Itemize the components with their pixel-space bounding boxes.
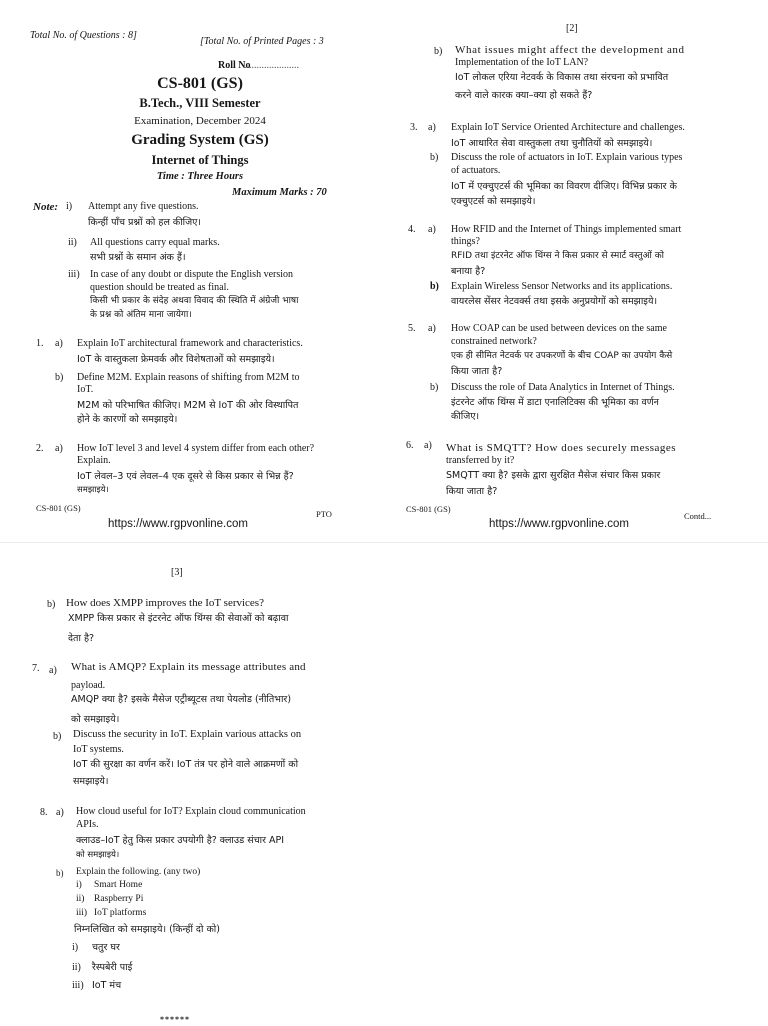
question-text-hindi: SMQTT क्या है? इसके द्वारा सुरक्षित मैसेज संचार किस प्रकार bbox=[446, 470, 661, 481]
question-text-hindi: बनाया है? bbox=[451, 266, 486, 277]
part-label: b) bbox=[55, 372, 64, 383]
question-text-hindi: किया जाता है? bbox=[446, 486, 498, 497]
question-number: 1. bbox=[36, 338, 44, 349]
question-text: Explain Wireless Sensor Networks and its applications. bbox=[451, 281, 673, 292]
question-text-hindi: होने के कारणों को समझाइये। bbox=[77, 414, 178, 425]
note-text-hindi: किसी भी प्रकार के संदेह अथवा विवाद की स्थिति में अंग्रेजी भाषा bbox=[90, 296, 299, 306]
question-text: IoT systems. bbox=[73, 744, 124, 755]
option-num: iii) bbox=[76, 908, 88, 918]
option-text: IoT platforms bbox=[94, 908, 147, 918]
part-label: a) bbox=[49, 665, 57, 676]
question-text: transferred by it? bbox=[446, 455, 515, 466]
question-text: Explain IoT Service Oriented Architecture and challenges. bbox=[451, 122, 685, 133]
note-label: Note: bbox=[33, 201, 59, 213]
note-num: iii) bbox=[68, 269, 80, 280]
part-label: a) bbox=[428, 224, 436, 235]
part-label: a) bbox=[55, 338, 63, 349]
option-text: Smart Home bbox=[94, 880, 143, 890]
total-questions: Total No. of Questions : 8] bbox=[30, 30, 137, 41]
question-text-hindi: IoT आधारित सेवा वास्तुकला तथा चुनौतियों को समझाइये। bbox=[451, 138, 653, 149]
question-text-hindi: समझाइये। bbox=[77, 485, 109, 495]
question-text: How cloud useful for IoT? Explain cloud communication bbox=[76, 806, 306, 817]
footer-code: CS-801 (GS) bbox=[406, 504, 451, 514]
question-text-hindi: देता है? bbox=[68, 633, 95, 644]
option-num: ii) bbox=[76, 894, 85, 904]
roll-no-label: Roll No bbox=[218, 60, 251, 71]
question-text-hindi: निम्नलिखित को समझाइये। (किन्हीं दो को) bbox=[74, 924, 220, 935]
note-text-hindi: सभी प्रश्नों के समान अंक हैं। bbox=[90, 252, 186, 263]
question-text-hindi: समझाइये। bbox=[73, 776, 109, 787]
question-text-hindi: कीजिए। bbox=[451, 411, 480, 422]
question-text: Explain. bbox=[77, 455, 111, 466]
question-text: constrained network? bbox=[451, 336, 537, 347]
question-text: APIs. bbox=[76, 819, 99, 830]
grading-system-title: Grading System (GS) bbox=[131, 132, 269, 148]
note-text: All questions carry equal marks. bbox=[90, 237, 220, 248]
note-text-hindi: किन्हीं पाँच प्रश्नों को हल कीजिए। bbox=[88, 217, 202, 228]
footer-pto: PTO bbox=[316, 509, 332, 519]
question-text: What is SMQTT? How does securely messages bbox=[446, 442, 677, 454]
footer-code: CS-801 (GS) bbox=[36, 503, 81, 513]
note-text: In case of any doubt or dispute the English version bbox=[90, 269, 294, 280]
question-text-hindi: वायरलेस सेंसर नेटवर्क्स तथा इसके अनुप्रयोगों को समझाइये। bbox=[451, 296, 658, 307]
page-number: [2] bbox=[566, 23, 578, 34]
roll-no-field: ...................... bbox=[244, 60, 299, 71]
note-text: question should be treated as final. bbox=[90, 282, 229, 293]
option-num: ii) bbox=[72, 962, 81, 973]
option-text: Raspberry Pi bbox=[94, 894, 144, 904]
question-text-hindi: IoT के वास्तुकला फ्रेमवर्क और विशेषताओं को समझाइये। bbox=[77, 354, 275, 365]
part-label: a) bbox=[428, 122, 436, 133]
option-text: रैस्पबेरी पाई bbox=[92, 962, 133, 973]
time-duration: Time : Three Hours bbox=[156, 171, 244, 182]
question-text-hindi: किया जाता है? bbox=[451, 366, 503, 377]
footer-url: https://www.rgpvonline.com bbox=[489, 518, 629, 530]
question-text: Discuss the role of Data Analytics in Internet of Things. bbox=[451, 382, 675, 393]
total-pages: [Total No. of Printed Pages : 3 bbox=[200, 36, 324, 47]
part-label: a) bbox=[55, 443, 63, 454]
note-num: i) bbox=[66, 201, 73, 212]
exam-title: Examination, December 2024 bbox=[134, 115, 266, 127]
option-text: IoT मंच bbox=[92, 980, 122, 991]
note-text: Attempt any five questions. bbox=[88, 201, 199, 212]
part-label: b) bbox=[47, 599, 56, 610]
question-text-hindi: IoT लोकल एरिया नेटवर्क के विकास तथा संरचना को प्रभावित bbox=[455, 72, 669, 83]
part-label: b) bbox=[434, 46, 443, 57]
question-text-hindi: IoT की सुरक्षा का वर्णन करें। IoT तंत्र पर होने वाले आक्रमणों को bbox=[73, 759, 299, 770]
question-text: of actuators. bbox=[451, 165, 501, 176]
question-text: How does XMPP improves the IoT services? bbox=[66, 597, 264, 609]
question-text-hindi: करने वाले कारक क्या–क्या हो सकते हैं? bbox=[455, 90, 593, 101]
course-title: B.Tech., VIII Semester bbox=[139, 96, 261, 110]
part-label: b) bbox=[430, 152, 439, 163]
end-of-paper-mark: ****** bbox=[160, 1015, 190, 1024]
question-text: Discuss the security in IoT. Explain various attacks on bbox=[73, 729, 302, 740]
question-text-hindi: XMPP किस प्रकार से इंटरनेट ऑफ थिंग्स की सेवाओं को बढ़ावा bbox=[68, 613, 289, 624]
question-text: Implementation of the IoT LAN? bbox=[455, 57, 589, 68]
question-text-hindi: IoT में एक्चुएटर्स की भूमिका का विवरण दीजिए। विभिन्न प्रकार के bbox=[451, 181, 677, 192]
page-number: [3] bbox=[171, 567, 183, 578]
part-label: b) bbox=[53, 731, 62, 742]
max-marks: Maximum Marks : 70 bbox=[232, 187, 327, 198]
option-text: चतुर घर bbox=[92, 942, 120, 953]
question-text-hindi: एक ही सीमित नेटवर्क पर उपकरणों के बीच COAP का उपयोग कैसे bbox=[451, 351, 673, 361]
question-text: How COAP can be used between devices on the same bbox=[451, 323, 667, 334]
footer-contd: Contd... bbox=[684, 511, 712, 521]
question-text: Define M2M. Explain reasons of shifting from M2M to bbox=[77, 372, 300, 383]
question-text-hindi: इंटरनेट ऑफ थिंग्स में डाटा एनालिटिक्स की भूमिका का वर्णन bbox=[451, 397, 659, 408]
paper-code: CS-801 (GS) bbox=[157, 75, 243, 92]
question-text: payload. bbox=[71, 680, 106, 691]
question-text-hindi: क्लाउड–IoT हेतु किस प्रकार उपयोगी है? क्लाउड संचार API bbox=[76, 835, 285, 846]
question-number: 8. bbox=[40, 807, 48, 818]
part-label: b) bbox=[56, 868, 64, 878]
note-num: ii) bbox=[68, 237, 77, 248]
question-text: What is AMQP? Explain its message attributes and bbox=[71, 661, 306, 673]
question-text: Explain IoT architectural framework and characteristics. bbox=[77, 338, 303, 349]
question-text: What issues might affect the development and bbox=[455, 44, 685, 56]
footer-url: https://www.rgpvonline.com bbox=[108, 518, 248, 530]
question-number: 6. bbox=[406, 440, 414, 451]
part-label: b) bbox=[430, 382, 439, 393]
question-number: 2. bbox=[36, 443, 44, 454]
part-label: b) bbox=[430, 281, 439, 292]
question-number: 4. bbox=[408, 224, 416, 235]
option-num: i) bbox=[72, 942, 79, 953]
question-text-hindi: M2M को परिभाषित कीजिए। M2M से IoT की ओर विस्थापित bbox=[77, 400, 299, 411]
question-text-hindi: एक्चुएटर्स को समझाइये। bbox=[451, 196, 536, 207]
question-text: How RFID and the Internet of Things implemented smart bbox=[451, 224, 682, 235]
part-label: a) bbox=[56, 807, 64, 818]
question-text-hindi: AMQP क्या है? इसके मैसेज एट्रीब्यूटस तथा पेयलोड (नीतिभार) bbox=[71, 694, 292, 705]
question-text: things? bbox=[451, 236, 480, 247]
question-text: Explain the following. (any two) bbox=[76, 867, 201, 877]
question-number: 3. bbox=[410, 122, 418, 133]
note-text-hindi: के प्रश्न को अंतिम माना जायेगा। bbox=[90, 310, 192, 320]
part-label: a) bbox=[428, 323, 436, 334]
option-num: iii) bbox=[72, 980, 84, 991]
question-text: IoT. bbox=[77, 384, 94, 395]
question-number: 7. bbox=[32, 663, 40, 674]
part-label: a) bbox=[424, 440, 432, 451]
question-text-hindi: को समझाइये। bbox=[71, 714, 120, 725]
question-text: Discuss the role of actuators in IoT. Explain various types bbox=[451, 152, 683, 163]
question-number: 5. bbox=[408, 323, 416, 334]
question-text-hindi: RFID तथा इंटरनेट ऑफ थिंग्स ने किस प्रकार से स्मार्ट वस्तुओं को bbox=[451, 251, 664, 261]
page-separator bbox=[0, 542, 768, 543]
question-text: How IoT level 3 and level 4 system differ from each other? bbox=[77, 443, 315, 454]
subject-title: Internet of Things bbox=[151, 153, 249, 167]
question-text-hindi: को समझाइये। bbox=[76, 850, 120, 860]
option-num: i) bbox=[76, 880, 82, 890]
question-text-hindi: IoT लेवल–3 एवं लेवल–4 एक दूसरे से किस प्रकार से भिन्न हैं? bbox=[77, 471, 294, 482]
